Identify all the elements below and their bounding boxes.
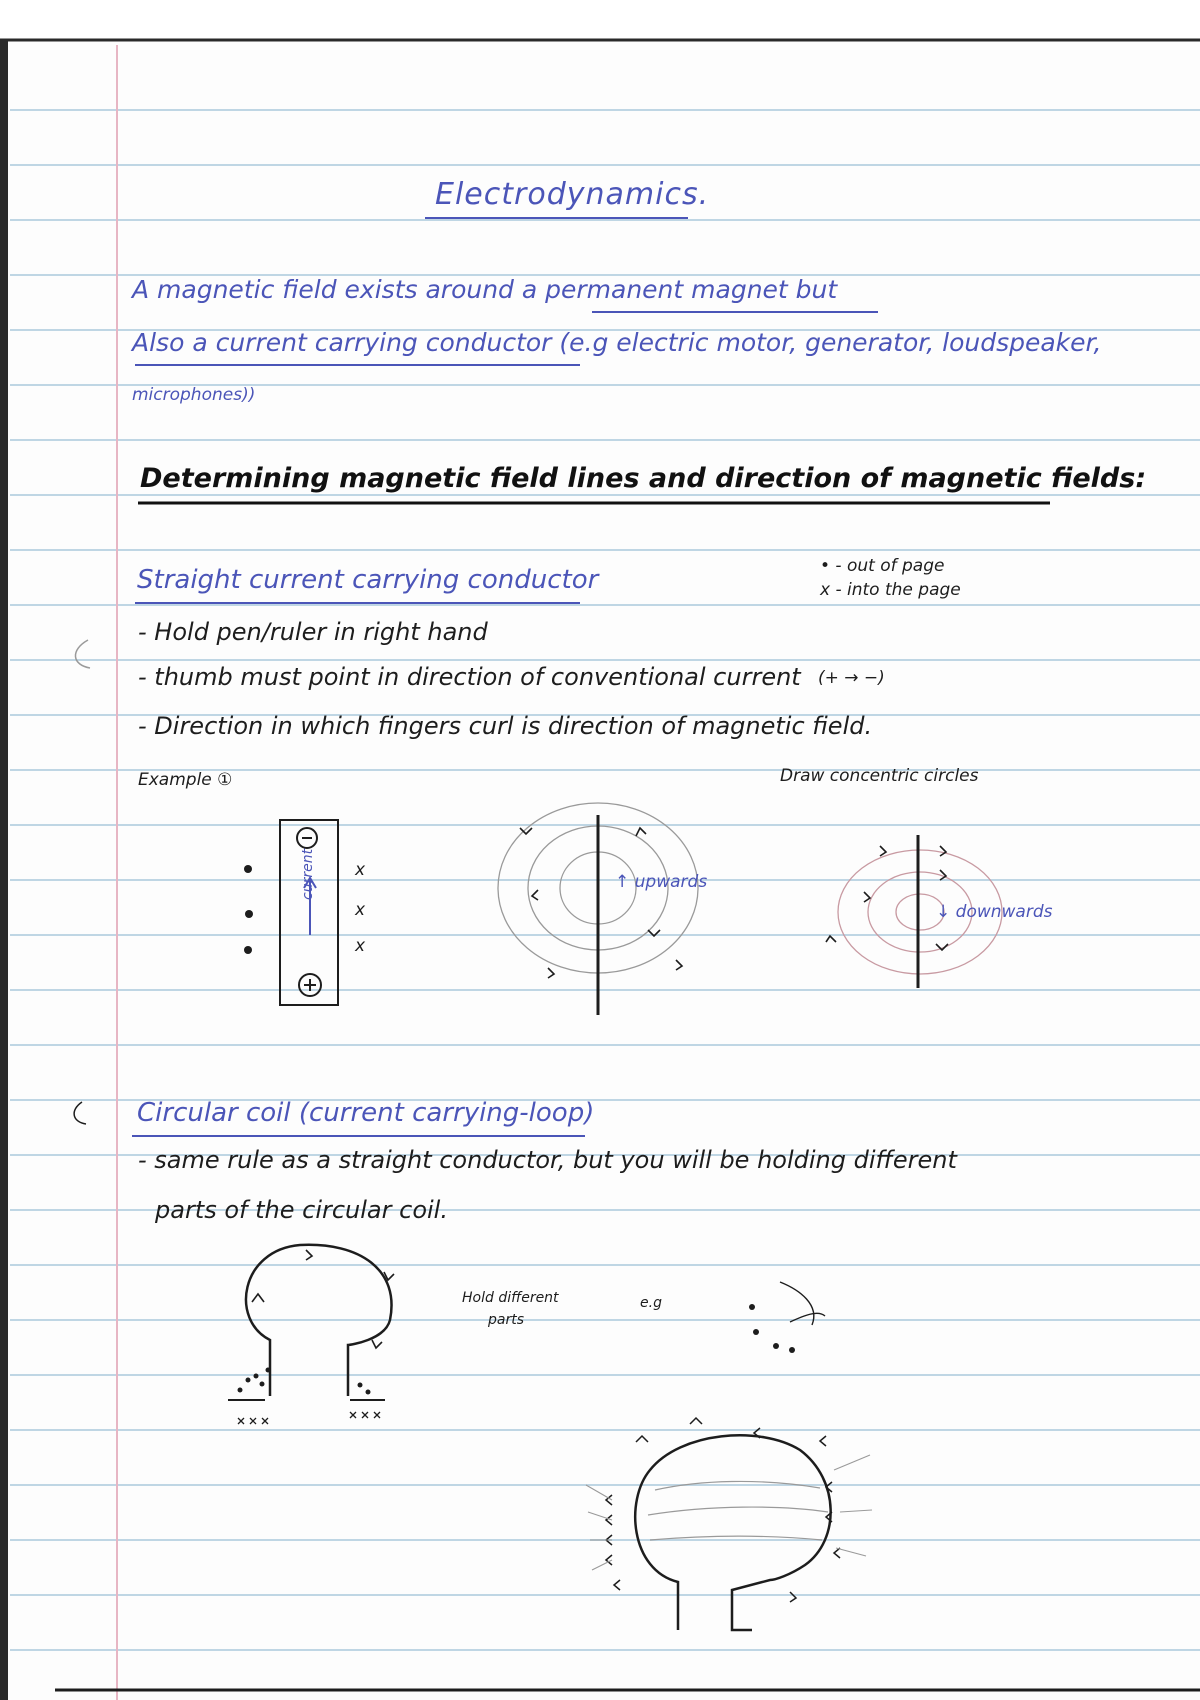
- downwards-label: ↓ downwards: [936, 902, 1053, 922]
- conventional-current-symbol: (+ → −): [818, 668, 885, 688]
- bullet-thumb-direction: - thumb must point in direction of conventional current: [138, 663, 801, 691]
- page-title: Electrodynamics.: [435, 177, 710, 212]
- intro-line-2: Also a current carrying conductor (e.g electric motor, generator, loudspeaker,: [132, 328, 1102, 357]
- current-side-label: current: [300, 848, 316, 900]
- legend-into-page: x - into the page: [820, 580, 961, 600]
- cross-mark-2: x: [355, 900, 366, 920]
- circular-rule-line-2: parts of the circular coil.: [155, 1196, 448, 1224]
- example-label: Example ①: [138, 770, 233, 790]
- hold-different-label: Hold different: [462, 1290, 559, 1306]
- intro-line-1: A magnetic field exists around a permanent magnet but: [132, 275, 838, 304]
- straight-conductor-title: Straight current carrying conductor: [137, 565, 599, 595]
- parts-label: parts: [488, 1312, 525, 1328]
- bullet-hold-pen: - Hold pen/ruler in right hand: [138, 618, 488, 646]
- circular-coil-title: Circular coil (current carrying-loop): [137, 1098, 595, 1128]
- cross-mark-1: x: [355, 860, 366, 880]
- upwards-label: ↑ upwards: [615, 872, 708, 892]
- intro-line-3: microphones)): [132, 385, 256, 405]
- section-heading: Determining magnetic field lines and direction of magnetic fields:: [140, 463, 1147, 494]
- cross-mark-3: x: [355, 936, 366, 956]
- circular-rule-line-1: - same rule as a straight conductor, but you will be holding different: [138, 1146, 957, 1174]
- bullet-finger-curl: - Direction in which fingers curl is direction of magnetic field.: [138, 712, 873, 740]
- legend-out-of-page: • - out of page: [820, 556, 945, 576]
- concentric-circles-label: Draw concentric circles: [780, 766, 979, 786]
- eg-label: e.g: [640, 1295, 662, 1311]
